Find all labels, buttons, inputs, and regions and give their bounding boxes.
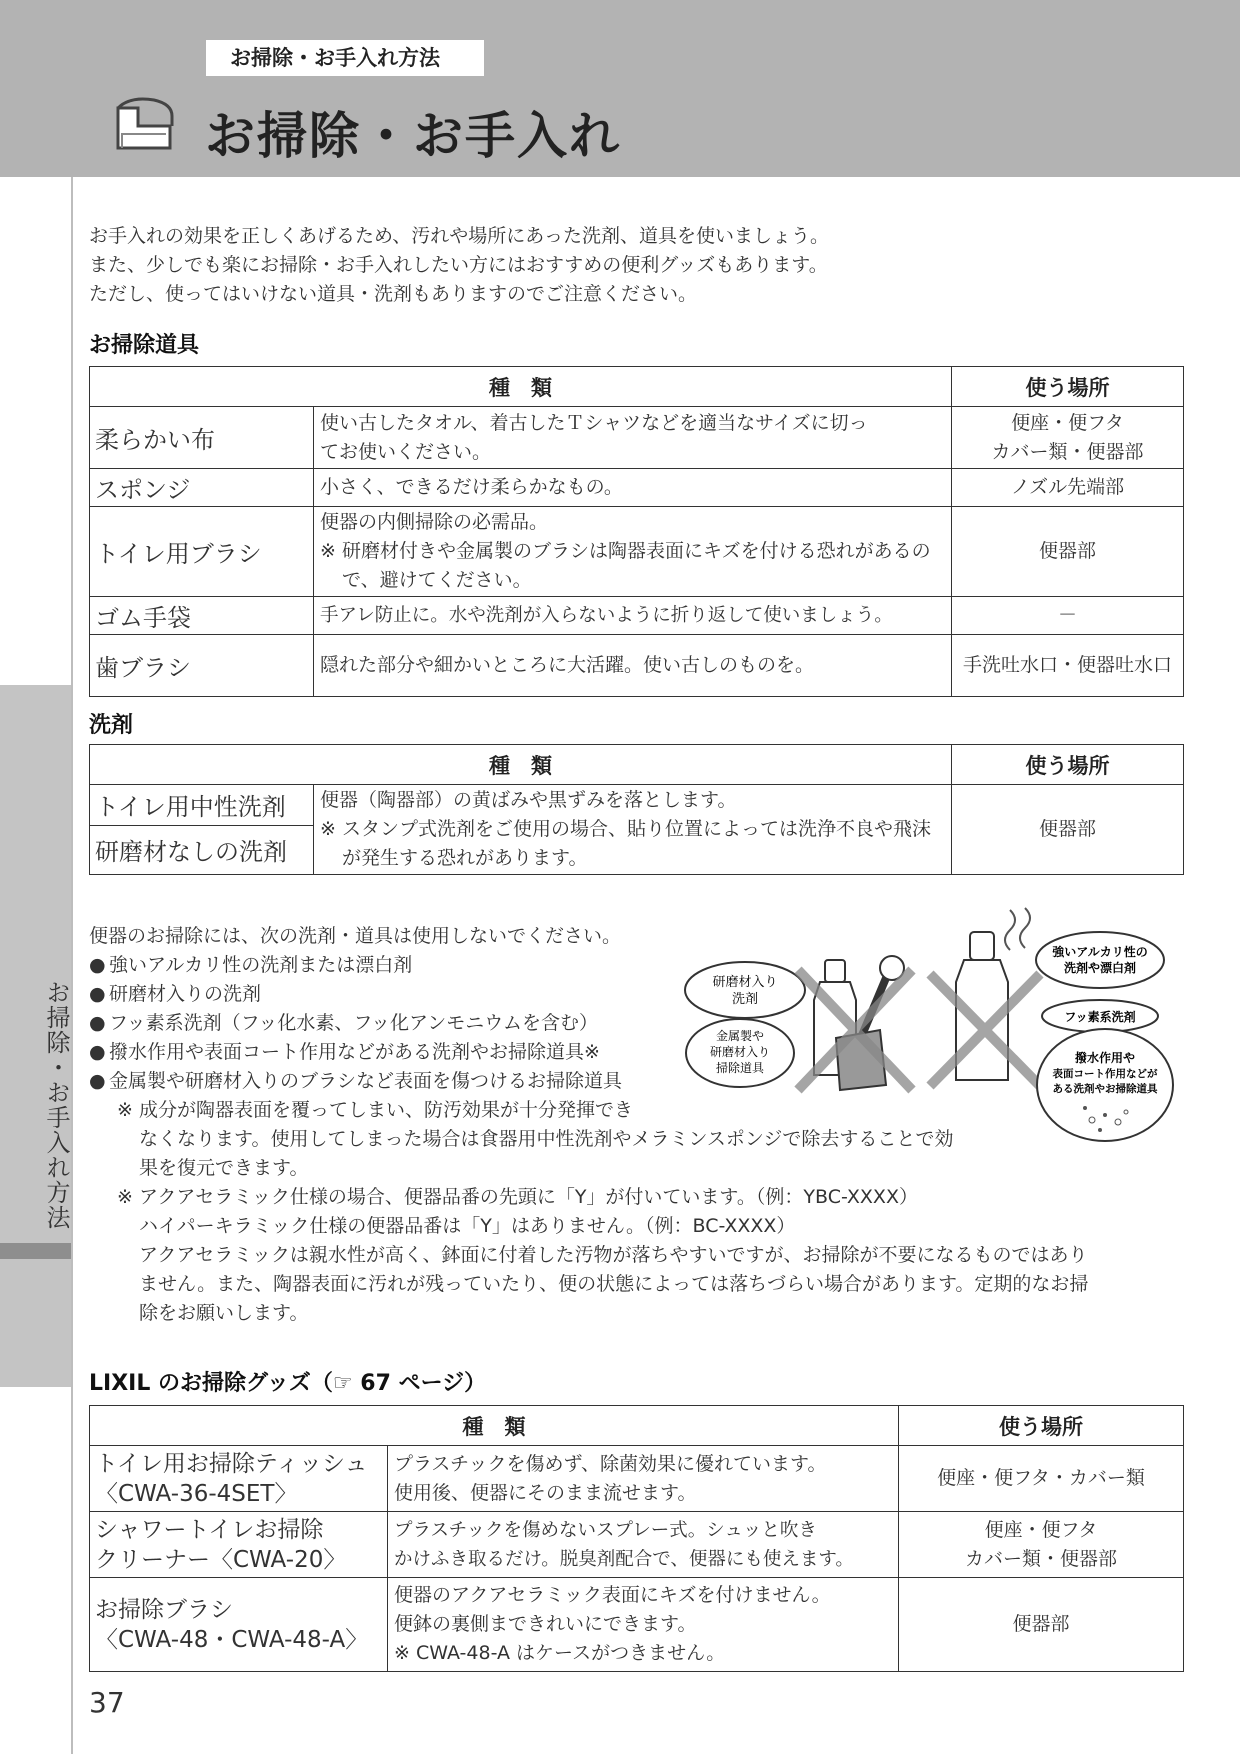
tool-desc — [314, 597, 952, 635]
tool-name: ゴム手袋 — [90, 597, 314, 635]
desc-line: 隠れた部分や細かいところに大活躍。使い古しのものを。 — [320, 654, 815, 676]
tool-name: 歯ブラシ — [90, 635, 314, 697]
goods-place — [899, 1446, 1184, 1512]
prohibited-items-illustration — [680, 890, 1180, 1150]
goods-desc — [388, 1578, 899, 1672]
goods-place — [899, 1578, 1184, 1672]
bullet-text: 金属製や研磨材入りのブラシなど表面を傷つけるお掃除道具 — [109, 1070, 623, 1092]
alkali-label-bubble — [1036, 932, 1164, 988]
table-row — [90, 1512, 1184, 1578]
water-repellent-label: ある洗剤やお掃除道具 — [1052, 1083, 1158, 1095]
tool-desc — [314, 469, 952, 507]
col-place: 使う場所 — [899, 1406, 1184, 1446]
abrasive-label: 洗剤 — [731, 992, 759, 1007]
goods-desc — [388, 1446, 899, 1512]
bullet-text: 撥水作用や表面コート作用などがある洗剤やお掃除道具※ — [109, 1041, 600, 1063]
bullet-text: フッ素系洗剤（フッ化水素、フッ化アンモニウムを含む） — [109, 1012, 599, 1034]
col-place: 使う場所 — [952, 745, 1184, 785]
page-number: 37 — [89, 1686, 125, 1719]
name-line: 〈CWA-48・CWA-48-A〉 — [95, 1626, 369, 1653]
desc-note: ※ スタンプ式洗剤をご使用の場合、貼り位置によっては洗浄不良や飛沫が発生する恐れがあります。 — [320, 818, 931, 869]
goods-name — [90, 1578, 388, 1672]
goods-name — [90, 1446, 388, 1512]
desc-line: てお使いください。 — [320, 440, 492, 463]
place-line: 手洗吐水口・便器吐水口 — [962, 654, 1172, 676]
place-line: 便座・便フタ — [1011, 411, 1124, 434]
desc-note: ※ 研磨材付きや金属製のブラシは陶器表面にキズを付ける恐れがあるので、避けてください。 — [320, 540, 931, 591]
desc-line: 便器（陶器部）の黄ばみや黒ずみを落とします。 — [320, 789, 737, 811]
side-tab-label: お掃除・お手入れ方法 — [42, 980, 70, 1230]
intro-line: ただし、使ってはいけない道具・洗剤もありますのでご注意ください。 — [89, 283, 698, 305]
page-title: お掃除・お手入れ — [205, 107, 621, 165]
note-line: ※ 成分が陶器表面を覆ってしまい、防汚効果が十分発揮でき — [117, 1099, 633, 1121]
bullet-icon: ● — [89, 954, 106, 976]
metal-label: 金属製や — [715, 1029, 765, 1043]
alkali-label: 洗剤や漂白剤 — [1063, 961, 1137, 975]
note-line: 除をお願いします。 — [139, 1302, 309, 1324]
desc-line: 小さく、できるだけ柔らかなもの。 — [320, 476, 623, 498]
desc-line: 使い古したタオル、着古したＴシャツなどを適当なサイズに切っ — [320, 411, 868, 434]
note-line: 果を復元できます。 — [139, 1157, 309, 1179]
table-row — [90, 469, 1184, 507]
abrasive-label-bubble — [685, 962, 805, 1018]
detergents-heading: 洗剤 — [89, 713, 134, 738]
desc-line: 手アレ防止に。水や洗剤が入らないように折り返して使いましょう。 — [320, 605, 893, 626]
table-row — [90, 1446, 1184, 1512]
tool-place — [952, 507, 1184, 597]
intro-line: また、少しでも楽にお掃除・お手入れしたい方にはおすすめの便利グッズもあります。 — [89, 254, 828, 276]
bullet-icon: ● — [89, 983, 106, 1005]
goods-desc — [388, 1512, 899, 1578]
name-line: トイレ用お掃除ティッシュ — [95, 1450, 368, 1477]
name-line: お掃除ブラシ — [95, 1596, 233, 1623]
tools-table — [89, 366, 1184, 697]
desc-line: 便器のアクアセラミック表面にキズを付けません。 — [394, 1584, 831, 1606]
goods-name — [90, 1512, 388, 1578]
bullet-icon: ● — [89, 1070, 106, 1092]
intro-text — [89, 222, 829, 309]
table-row — [90, 1578, 1184, 1672]
note-line: ※ アクアセラミック仕様の場合、便器品番の先頭に「Y」が付いています。（例：YBC-XXXX） — [117, 1186, 918, 1208]
desc-line: 便鉢の裏側まできれいにできます。 — [394, 1613, 697, 1635]
fluorine-label: フッ素系洗剤 — [1064, 1010, 1136, 1024]
table-header-row — [90, 745, 1184, 785]
bullet-text: 強いアルカリ性の洗剤または漂白剤 — [109, 954, 413, 976]
fume-icon — [1005, 908, 1030, 950]
desc-line: プラスチックを傷めないスプレー式。シュッと吹き — [394, 1519, 817, 1541]
intro-line: お手入れの効果を正しくあげるため、汚れや場所にあった洗剤、道具を使いましょう。 — [89, 225, 830, 247]
detergent-desc — [314, 785, 952, 875]
desc-line: 便器の内側掃除の必需品。 — [320, 511, 549, 533]
margin-rule — [71, 177, 73, 1754]
bullet-text: 研磨材入りの洗剤 — [109, 983, 262, 1005]
place-line: カバー類・便器部 — [964, 1547, 1117, 1570]
detergents-table — [89, 744, 1184, 875]
name-line: クリーナー〈CWA-20〉 — [95, 1546, 347, 1573]
abrasive-label: 研磨材入り — [712, 975, 778, 990]
tools-heading: お掃除道具 — [89, 333, 200, 358]
tool-desc — [314, 407, 952, 469]
table-row — [90, 635, 1184, 697]
goods-table — [89, 1405, 1184, 1672]
place-line: 便座・便フタ — [984, 1518, 1098, 1541]
place-line: 便座・便フタ・カバー類 — [937, 1467, 1145, 1489]
place-line: － — [1057, 604, 1077, 626]
desc-line: かけふき取るだけ。脱臭剤配合で、便器にも使えます。 — [394, 1548, 854, 1570]
note-line: アクアセラミックは親水性が高く、鉢面に付着した汚物が落ちやすいですが、お掃除が不要になるものではあり — [139, 1244, 1088, 1266]
tool-desc — [314, 507, 952, 597]
table-header-row — [90, 367, 1184, 407]
name-line: 〈CWA-36-4SET〉 — [95, 1480, 298, 1507]
detergent-name: トイレ用中性洗剤 — [90, 785, 314, 826]
table-row — [90, 785, 1184, 826]
col-place: 使う場所 — [952, 367, 1184, 407]
table-header-row — [90, 1406, 1184, 1446]
col-kind: 種 類 — [90, 745, 952, 785]
water-repellent-label: 撥水作用や — [1074, 1051, 1136, 1065]
detergent-name: 研磨材なしの洗剤 — [90, 825, 314, 874]
place-line: 便器部 — [1012, 1613, 1070, 1635]
bullet-icon: ● — [89, 1012, 106, 1034]
col-kind: 種 類 — [90, 367, 952, 407]
warning-lead: 便器のお掃除には、次の洗剤・道具は使用しないでください。 — [89, 925, 622, 947]
tool-name: スポンジ — [90, 469, 314, 507]
tool-name: トイレ用ブラシ — [90, 507, 314, 597]
place-line: 便器部 — [1038, 540, 1096, 562]
desc-line: 使用後、便器にそのまま流せます。 — [394, 1481, 697, 1504]
tool-place — [952, 635, 1184, 697]
note-line: ハイパーキラミック仕様の便器品番は「Y」はありません。（例：BC-XXXX） — [139, 1215, 796, 1237]
tool-place — [952, 407, 1184, 469]
side-tab-marker — [0, 1243, 71, 1259]
metal-label: 研磨材入り — [709, 1045, 771, 1059]
goods-heading: LIXIL のお掃除グッズ（☞ 67 ページ） — [89, 1371, 487, 1396]
tool-name: 柔らかい布 — [90, 407, 314, 469]
toilet-icon — [110, 86, 180, 156]
note-line: ません。また、陶器表面に汚れが残っていたり、便の状態によっては落ちづらい場合があります。定期的なお掃 — [139, 1273, 1089, 1295]
table-row — [90, 507, 1184, 597]
tool-place — [952, 469, 1184, 507]
place-line: ノズル先端部 — [1010, 476, 1125, 498]
bullet-icon: ● — [89, 1041, 106, 1063]
goods-place — [899, 1512, 1184, 1578]
metal-label: 掃除道具 — [715, 1061, 765, 1075]
tool-desc — [314, 635, 952, 697]
place-line: カバー類・便器部 — [991, 440, 1144, 463]
water-repellent-label: 表面コート作用などが — [1052, 1068, 1158, 1080]
alkali-label: 強いアルカリ性の — [1052, 945, 1148, 959]
table-row — [90, 407, 1184, 469]
section-label: お掃除・お手入れ方法 — [206, 40, 484, 76]
note-line: なくなります。使用してしまった場合は食器用中性洗剤やメラミンスポンジで除去することで効 — [139, 1128, 954, 1150]
desc-note: ※ CWA-48-A はケースがつきません。 — [394, 1642, 726, 1664]
desc-line: プラスチックを傷めず、除菌効果に優れています。 — [394, 1452, 827, 1475]
name-line: シャワートイレお掃除 — [95, 1516, 324, 1543]
col-kind: 種 類 — [90, 1406, 899, 1446]
tool-place — [952, 597, 1184, 635]
table-row — [90, 597, 1184, 635]
detergent-place: 便器部 — [952, 785, 1184, 875]
